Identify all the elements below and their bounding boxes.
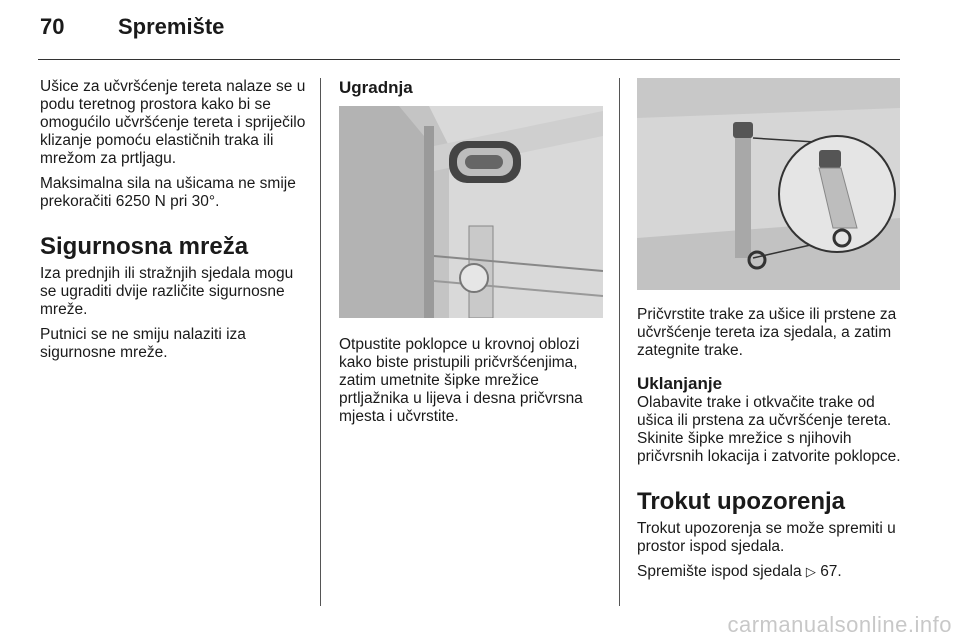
paragraph-install-steps: Otpustite poklopce u krovnoj oblozi kako biste pristupili pričvršćenjima, zatim umetnite šipke mrežice prtljažnika u lijeva i desna pričvrsna mjesta i učvrstite. <box>339 336 583 425</box>
header-rule <box>38 59 900 60</box>
paragraph-passenger-warning: Putnici se ne smiju nalaziti iza sigurnosne mreže. <box>40 326 246 361</box>
heading-remove: Uklanjanje <box>637 374 723 393</box>
heading-install: Ugradnja <box>339 78 413 97</box>
paragraph-tie-down-eyes: Ušice za učvršćenje tereta nalaze se u podu teretnog prostora kako bi se omogućilo učvršćenje tereta i spriječilo klizanje pomoću elastičnih traka ili mrežom za prtljagu. <box>40 78 306 167</box>
paragraph-attach-straps: Pričvrstite trake za ušice ili prstene za učvršćenje tereta iza sjedala, a zatim zategnite trake. <box>637 306 897 359</box>
illustration-strap-attachment <box>637 78 900 290</box>
cross-reference-arrow-icon: ▷ <box>805 564 816 579</box>
column-3 <box>637 78 903 588</box>
column-divider-2 <box>619 78 620 606</box>
watermark: carmanualsonline.info <box>727 612 952 637</box>
column-1 <box>40 78 308 369</box>
paragraph-remove-steps: Olabavite trake i otkvačite trake od ušica ili prstena za učvršćenje tereta. Skinite šipke mrežice s njihovih pričvrsnih lokacija i zatvorite poklopce. <box>637 394 901 465</box>
paragraph-cross-reference <box>637 563 903 581</box>
column-divider-1 <box>320 78 321 606</box>
heading-safety-net: Sigurnosna mreža <box>40 233 249 260</box>
cross-reference-page[interactable]: 67. <box>820 563 842 580</box>
column-2 <box>339 78 605 433</box>
cross-reference-text: Spremište ispod sjedala <box>637 563 802 580</box>
illustration-roof-anchor <box>339 106 603 318</box>
paragraph-net-install-positions: Iza prednjih ili stražnjih sjedala mogu se ugraditi dvije različite sigurnosne mreže. <box>40 265 294 318</box>
paragraph-max-force: Maksimalna sila na ušicama ne smije prekoračiti 6250 N pri 30°. <box>40 175 296 210</box>
page-number: 70 <box>40 14 65 39</box>
paragraph-triangle-storage: Trokut upozorenja se može spremiti u prostor ispod sjedala. <box>637 520 896 555</box>
heading-warning-triangle: Trokut upozorenja <box>637 488 846 515</box>
page-title: Spremište <box>118 14 225 39</box>
